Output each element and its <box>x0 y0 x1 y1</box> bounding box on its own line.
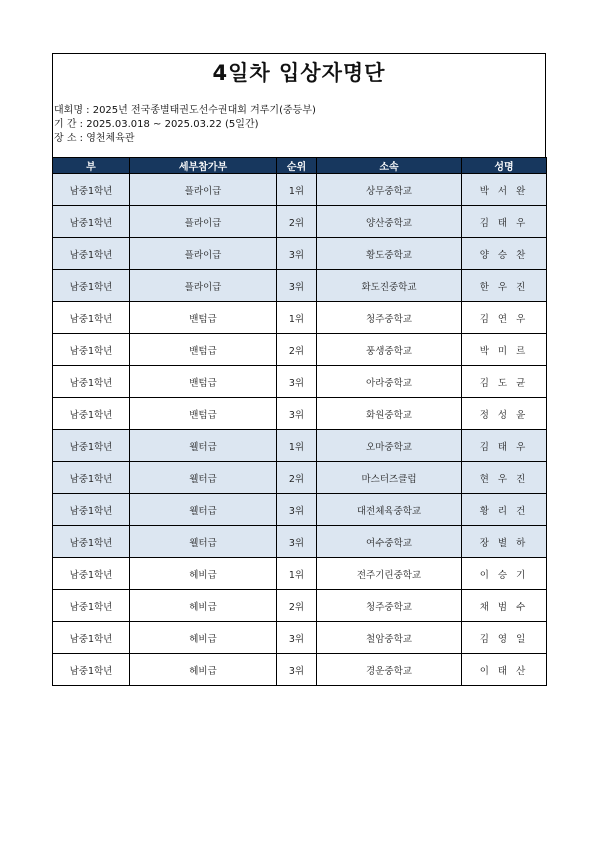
page-title: 4일차 입상자명단 <box>212 61 386 85</box>
cell-rank: 3위 <box>277 366 317 398</box>
cell-school: 화도진중학교 <box>317 270 462 302</box>
cell-weight-class: 플라이급 <box>130 238 277 270</box>
results-table <box>52 157 547 686</box>
cell-rank: 1위 <box>277 302 317 334</box>
cell-school: 황도중학교 <box>317 238 462 270</box>
cell-weight-class: 웰터급 <box>130 430 277 462</box>
cell-division: 남중1학년 <box>53 558 130 590</box>
cell-name: 장 별 하 <box>462 526 547 558</box>
cell-rank: 3위 <box>277 526 317 558</box>
table-row <box>53 174 547 206</box>
table-row <box>53 622 547 654</box>
table-row <box>53 526 547 558</box>
cell-division: 남중1학년 <box>53 238 130 270</box>
cell-name: 김 영 일 <box>462 622 547 654</box>
table-body <box>53 174 547 686</box>
table-row <box>53 558 547 590</box>
cell-rank: 2위 <box>277 206 317 238</box>
cell-name: 황 리 건 <box>462 494 547 526</box>
cell-name: 김 태 우 <box>462 206 547 238</box>
table-row <box>53 334 547 366</box>
cell-division: 남중1학년 <box>53 366 130 398</box>
table-row <box>53 654 547 686</box>
cell-school: 아라중학교 <box>317 366 462 398</box>
table-row <box>53 270 547 302</box>
cell-weight-class: 웰터급 <box>130 462 277 494</box>
header-box <box>52 53 546 157</box>
cell-rank: 1위 <box>277 430 317 462</box>
table-header-row <box>53 158 547 174</box>
cell-name: 채 범 수 <box>462 590 547 622</box>
cell-school: 전주기린중학교 <box>317 558 462 590</box>
table-row <box>53 366 547 398</box>
cell-division: 남중1학년 <box>53 302 130 334</box>
cell-weight-class: 플라이급 <box>130 270 277 302</box>
cell-school: 오마중학교 <box>317 430 462 462</box>
cell-division: 남중1학년 <box>53 270 130 302</box>
cell-division: 남중1학년 <box>53 526 130 558</box>
cell-name: 한 우 진 <box>462 270 547 302</box>
cell-school: 청주중학교 <box>317 590 462 622</box>
cell-name: 양 승 찬 <box>462 238 547 270</box>
cell-weight-class: 헤비급 <box>130 654 277 686</box>
cell-weight-class: 밴텀급 <box>130 366 277 398</box>
cell-rank: 2위 <box>277 590 317 622</box>
event-venue: 장 소 : 영천체육관 <box>54 133 135 144</box>
cell-school: 청주중학교 <box>317 302 462 334</box>
header-division: 부 <box>53 158 130 174</box>
cell-weight-class: 밴텀급 <box>130 398 277 430</box>
cell-weight-class: 헤비급 <box>130 622 277 654</box>
table-row <box>53 238 547 270</box>
table-row <box>53 398 547 430</box>
cell-division: 남중1학년 <box>53 334 130 366</box>
cell-name: 김 연 우 <box>462 302 547 334</box>
cell-division: 남중1학년 <box>53 654 130 686</box>
cell-school: 철암중학교 <box>317 622 462 654</box>
table-row <box>53 462 547 494</box>
cell-weight-class: 웰터급 <box>130 526 277 558</box>
cell-name: 이 태 산 <box>462 654 547 686</box>
cell-school: 여수중학교 <box>317 526 462 558</box>
table-row <box>53 206 547 238</box>
cell-rank: 2위 <box>277 462 317 494</box>
cell-rank: 1위 <box>277 558 317 590</box>
cell-rank: 3위 <box>277 494 317 526</box>
cell-rank: 3위 <box>277 622 317 654</box>
cell-rank: 1위 <box>277 174 317 206</box>
cell-rank: 3위 <box>277 654 317 686</box>
cell-name: 김 태 우 <box>462 430 547 462</box>
event-period: 기 간 : 2025.03.018 ~ 2025.03.22 (5일간) <box>54 119 259 130</box>
cell-division: 남중1학년 <box>53 398 130 430</box>
cell-school: 마스터즈클럽 <box>317 462 462 494</box>
header-school: 소속 <box>317 158 462 174</box>
cell-name: 현 우 진 <box>462 462 547 494</box>
cell-rank: 3위 <box>277 270 317 302</box>
cell-weight-class: 헤비급 <box>130 558 277 590</box>
cell-name: 이 승 기 <box>462 558 547 590</box>
cell-name: 김 도 균 <box>462 366 547 398</box>
cell-school: 화원중학교 <box>317 398 462 430</box>
cell-rank: 3위 <box>277 398 317 430</box>
cell-school: 양산중학교 <box>317 206 462 238</box>
cell-division: 남중1학년 <box>53 206 130 238</box>
table-row <box>53 494 547 526</box>
cell-division: 남중1학년 <box>53 622 130 654</box>
cell-weight-class: 웰터급 <box>130 494 277 526</box>
header-weight-class: 세부참가부 <box>130 158 277 174</box>
cell-weight-class: 플라이급 <box>130 206 277 238</box>
cell-school: 풍생중학교 <box>317 334 462 366</box>
cell-name: 박 서 완 <box>462 174 547 206</box>
cell-division: 남중1학년 <box>53 174 130 206</box>
header-rank: 순위 <box>277 158 317 174</box>
table-row <box>53 302 547 334</box>
cell-division: 남중1학년 <box>53 462 130 494</box>
cell-name: 박 미 르 <box>462 334 547 366</box>
table-row <box>53 430 547 462</box>
cell-school: 대전체육중학교 <box>317 494 462 526</box>
table-row <box>53 590 547 622</box>
cell-name: 정 성 윤 <box>462 398 547 430</box>
cell-rank: 2위 <box>277 334 317 366</box>
cell-division: 남중1학년 <box>53 430 130 462</box>
header-name: 성명 <box>462 158 547 174</box>
cell-weight-class: 플라이급 <box>130 174 277 206</box>
cell-school: 경운중학교 <box>317 654 462 686</box>
cell-weight-class: 헤비급 <box>130 590 277 622</box>
cell-weight-class: 밴텀급 <box>130 334 277 366</box>
cell-weight-class: 밴텀급 <box>130 302 277 334</box>
event-name: 대회명 : 2025년 전국종별태권도선수권대회 겨루기(중등부) <box>54 105 316 116</box>
results-sheet <box>52 53 546 686</box>
cell-rank: 3위 <box>277 238 317 270</box>
event-info <box>54 104 316 146</box>
cell-division: 남중1학년 <box>53 590 130 622</box>
cell-school: 상무중학교 <box>317 174 462 206</box>
cell-division: 남중1학년 <box>53 494 130 526</box>
